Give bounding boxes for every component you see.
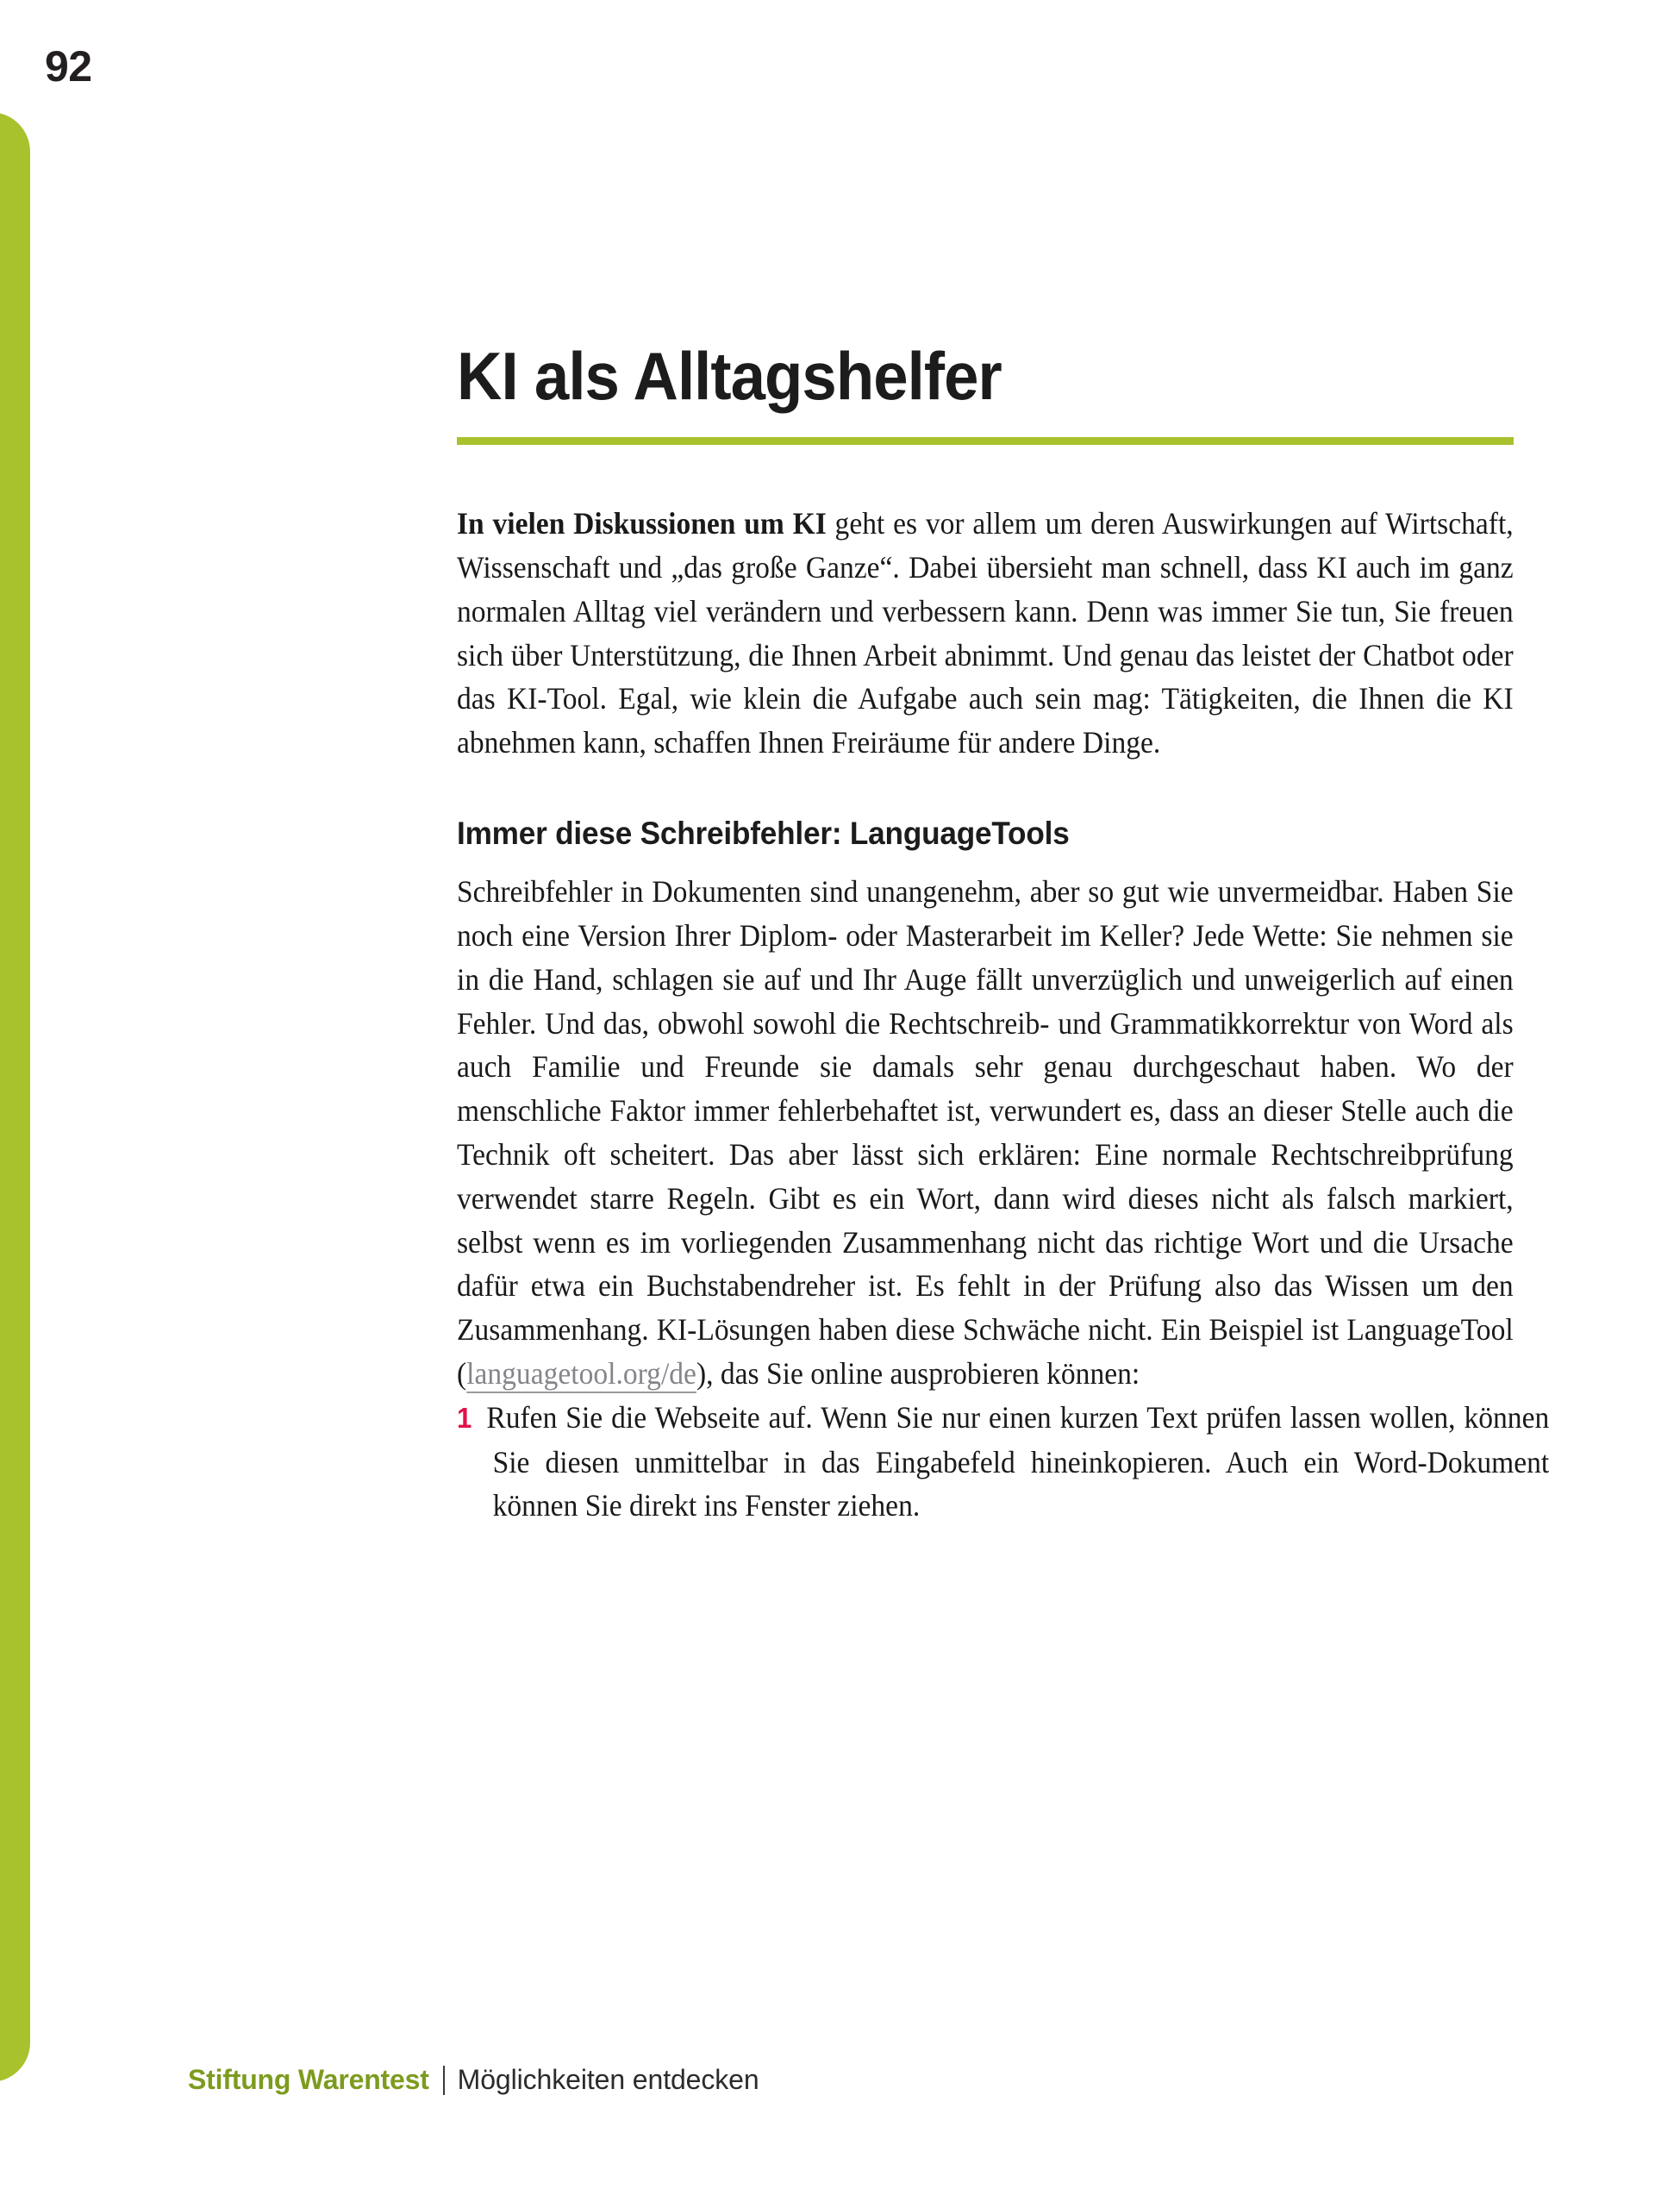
section-text-after-link: ), das Sie online ausprobieren können: [696, 1356, 1140, 1392]
text-column [457, 0, 1550, 1528]
footer-brand: Stiftung Warentest [188, 2064, 429, 2095]
intro-lead-in: In vielen Diskussionen um KI [457, 506, 827, 541]
section-text-before-link: Schreibfehler in Dokumenten sind unangenehm, aber so gut wie unvermeidbar. Haben Sie noch eine Version Ihrer Diplom- oder Masterarbeit im Keller? Jede Wette: Sie nehmen sie in die Hand, schlagen sie auf und Ihr Auge fällt unverzüglich und unweigerlich auf einen Fehler. Und das, obwohl sowohl die Rechtschreib- und Grammatikkorrektur von Word als auch Familie und Freunde sie damals sehr genau durchgeschaut haben. Wo der menschliche Faktor immer fehlerbehaftet ist, verwundert es, dass an dieser Stelle auch die Technik oft scheitert. Das aber lässt sich erklären: Eine normale Rechtschreibprüfung verwendet starre Regeln. Gibt es ein Wort, dann wird dieses nicht als falsch markiert, selbst wenn es im vorliegenden Zusammenhang nicht das richtige Wort und die Ursache dafür etwa ein Buchstabendreher ist. Es fehlt in der Prüfung also das Wissen um den Zusammenhang. KI-Lösungen haben diese Schwäche nicht. Ein Beispiel ist LanguageTool ( [457, 874, 1514, 1392]
footer-subtitle: Möglichkeiten entdecken [457, 2064, 759, 2095]
running-footer [188, 2065, 759, 2095]
intro-body: geht es vor allem um deren Auswirkungen auf Wirtschaft, Wissenschaft und „das große Ganze“. Dabei übersieht man schnell, dass KI auch im ganz normalen Alltag viel verändern und verbessern kann. Denn was immer Sie tun, Sie freuen sich über Unterstützung, die Ihnen Arbeit abnimmt. Und genau das leistet der Chatbot oder das KI-Tool. Egal, wie klein die Aufgabe auch sein mag: Tätigkeiten, die Ihnen die KI abnehmen kann, schaffen Ihnen Freiräume für andere Dinge. [457, 506, 1514, 760]
step-number-badge: 1 [457, 1401, 472, 1434]
section-heading: Immer diese Schreibfehler: LanguageTools [457, 815, 1070, 851]
languagetool-link[interactable]: languagetool.org/de [466, 1356, 696, 1393]
footer-separator [443, 2066, 445, 2095]
page-number: 92 [45, 42, 92, 91]
numbered-step-list [457, 1396, 1550, 1528]
intro-paragraph [457, 445, 1514, 765]
chapter-color-tab [0, 112, 30, 2082]
step-text: Rufen Sie die Webseite auf. Wenn Sie nur einen kurzen Text prüfen lassen wollen, können Sie diesen unmittelbar in das Eingabefeld hineinkopieren. Auch ein Word-Dokument können Sie direkt ins Fenster ziehen. [486, 1399, 1550, 1523]
list-item [457, 1396, 1549, 1528]
title-underline-rule [457, 437, 1514, 445]
page-title: KI als Alltagshelfer [457, 338, 1002, 414]
section-paragraph [457, 870, 1514, 1396]
